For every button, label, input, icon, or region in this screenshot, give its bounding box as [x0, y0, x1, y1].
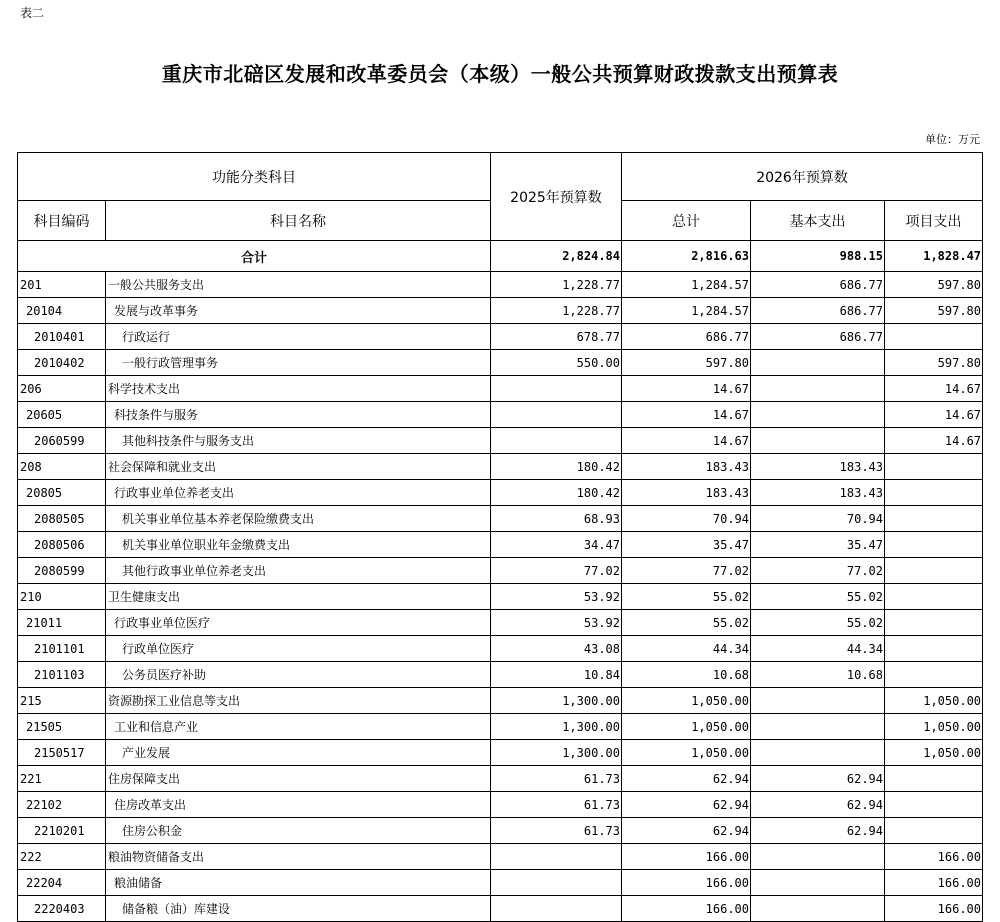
budget-2025-cell — [491, 402, 622, 428]
total-label: 合计 — [18, 241, 491, 272]
budget-2025-cell: 61.73 — [491, 818, 622, 844]
project-expenditure-cell: 166.00 — [885, 896, 983, 922]
functional-category-header: 功能分类科目 — [18, 153, 491, 201]
basic-expenditure-cell — [751, 688, 885, 714]
subject-code-cell: 2210201 — [18, 818, 106, 844]
budget-2025-cell: 68.93 — [491, 506, 622, 532]
project-expenditure-header: 项目支出 — [885, 201, 983, 241]
project-expenditure-cell — [885, 610, 983, 636]
budget-2025-cell: 1,228.77 — [491, 272, 622, 298]
budget-2025-cell: 1,300.00 — [491, 740, 622, 766]
table-row — [18, 610, 983, 636]
table-row — [18, 792, 983, 818]
subject-name-header: 科目名称 — [106, 201, 491, 241]
subject-name-cell: 发展与改革事务 — [106, 298, 491, 324]
subject-code-cell: 221 — [18, 766, 106, 792]
budget-2026-total-cell: 14.67 — [622, 376, 751, 402]
table-row — [18, 740, 983, 766]
subject-code-cell: 2101103 — [18, 662, 106, 688]
project-expenditure-cell — [885, 532, 983, 558]
subject-code-cell: 201 — [18, 272, 106, 298]
subject-code-cell: 21505 — [18, 714, 106, 740]
basic-expenditure-cell: 62.94 — [751, 766, 885, 792]
table-body — [18, 241, 983, 922]
project-expenditure-cell: 14.67 — [885, 428, 983, 454]
budget-2026-total-cell: 77.02 — [622, 558, 751, 584]
table-row — [18, 688, 983, 714]
budget-2026-total-cell: 10.68 — [622, 662, 751, 688]
subject-name-cell: 粮油物资储备支出 — [106, 844, 491, 870]
subject-name-cell: 机关事业单位基本养老保险缴费支出 — [106, 506, 491, 532]
subject-code-cell: 2080506 — [18, 532, 106, 558]
basic-expenditure-cell — [751, 714, 885, 740]
budget-2026-total-cell: 70.94 — [622, 506, 751, 532]
budget-2026-total-cell: 1,284.57 — [622, 298, 751, 324]
subject-name-cell: 其他行政事业单位养老支出 — [106, 558, 491, 584]
basic-expenditure-cell — [751, 428, 885, 454]
table-row — [18, 272, 983, 298]
budget-2025-cell — [491, 844, 622, 870]
subject-name-cell: 工业和信息产业 — [106, 714, 491, 740]
subject-name-cell: 产业发展 — [106, 740, 491, 766]
budget-2026-total-cell: 35.47 — [622, 532, 751, 558]
budget-2025-cell: 1,228.77 — [491, 298, 622, 324]
budget-2026-total-cell: 62.94 — [622, 766, 751, 792]
basic-expenditure-cell — [751, 402, 885, 428]
project-expenditure-cell: 597.80 — [885, 298, 983, 324]
budget-2025-header: 2025年预算数 — [491, 153, 622, 241]
table-row — [18, 454, 983, 480]
budget-2025-cell: 77.02 — [491, 558, 622, 584]
table-row — [18, 636, 983, 662]
basic-expenditure-cell: 10.68 — [751, 662, 885, 688]
budget-2026-total-cell: 55.02 — [622, 610, 751, 636]
subject-code-header: 科目编码 — [18, 201, 106, 241]
project-expenditure-cell: 166.00 — [885, 870, 983, 896]
subject-name-cell: 储备粮（油）库建设 — [106, 896, 491, 922]
table-row — [18, 298, 983, 324]
project-expenditure-cell — [885, 584, 983, 610]
budget-2025-cell: 10.84 — [491, 662, 622, 688]
basic-expenditure-cell: 62.94 — [751, 792, 885, 818]
subject-name-cell: 公务员医疗补助 — [106, 662, 491, 688]
budget-2026-total-cell: 183.43 — [622, 454, 751, 480]
table-row — [18, 558, 983, 584]
budget-2026-total-cell: 1,284.57 — [622, 272, 751, 298]
budget-2026-total-cell: 597.80 — [622, 350, 751, 376]
table-row — [18, 376, 983, 402]
subject-name-cell: 住房保障支出 — [106, 766, 491, 792]
budget-2025-cell: 53.92 — [491, 584, 622, 610]
basic-expenditure-cell: 77.02 — [751, 558, 885, 584]
project-expenditure-cell — [885, 792, 983, 818]
budget-2026-total-cell: 62.94 — [622, 792, 751, 818]
basic-expenditure-cell — [751, 844, 885, 870]
subject-code-cell: 2220403 — [18, 896, 106, 922]
subject-name-cell: 其他科技条件与服务支出 — [106, 428, 491, 454]
subject-name-cell: 住房公积金 — [106, 818, 491, 844]
subject-name-cell: 粮油储备 — [106, 870, 491, 896]
table-row — [18, 662, 983, 688]
project-expenditure-cell — [885, 766, 983, 792]
budget-2026-total-cell: 1,050.00 — [622, 714, 751, 740]
budget-2026-total-cell: 166.00 — [622, 870, 751, 896]
subject-name-cell: 科技条件与服务 — [106, 402, 491, 428]
project-expenditure-cell — [885, 506, 983, 532]
subject-code-cell: 20104 — [18, 298, 106, 324]
project-expenditure-cell: 1,050.00 — [885, 740, 983, 766]
project-expenditure-cell: 14.67 — [885, 402, 983, 428]
table-row — [18, 818, 983, 844]
subject-code-cell: 208 — [18, 454, 106, 480]
project-expenditure-cell — [885, 818, 983, 844]
subject-name-cell: 一般公共服务支出 — [106, 272, 491, 298]
basic-expenditure-cell — [751, 376, 885, 402]
basic-expenditure-cell: 686.77 — [751, 298, 885, 324]
table-row — [18, 350, 983, 376]
budget-2025-cell — [491, 870, 622, 896]
project-expenditure-cell: 597.80 — [885, 272, 983, 298]
page-title: 重庆市北碚区发展和改革委员会（本级）一般公共预算财政拨款支出预算表 — [161, 62, 839, 86]
subject-code-cell: 2101101 — [18, 636, 106, 662]
subject-code-cell: 20805 — [18, 480, 106, 506]
budget-2026-total-cell: 14.67 — [622, 402, 751, 428]
basic-expenditure-cell: 55.02 — [751, 584, 885, 610]
table-row — [18, 532, 983, 558]
project-expenditure-cell — [885, 558, 983, 584]
basic-expenditure-header: 基本支出 — [751, 201, 885, 241]
budget-2025-cell: 550.00 — [491, 350, 622, 376]
subject-code-cell: 2010402 — [18, 350, 106, 376]
basic-expenditure-cell — [751, 740, 885, 766]
project-expenditure-cell: 597.80 — [885, 350, 983, 376]
project-expenditure-cell — [885, 324, 983, 350]
budget-2025-cell: 61.73 — [491, 766, 622, 792]
subject-name-cell: 住房改革支出 — [106, 792, 491, 818]
project-expenditure-cell — [885, 480, 983, 506]
table-row — [18, 402, 983, 428]
project-expenditure-cell — [885, 662, 983, 688]
basic-expenditure-cell: 62.94 — [751, 818, 885, 844]
subject-name-cell: 行政事业单位医疗 — [106, 610, 491, 636]
unit-label: 单位：万元 — [925, 133, 980, 146]
subject-code-cell: 2080599 — [18, 558, 106, 584]
budget-2025-cell: 180.42 — [491, 480, 622, 506]
subject-code-cell: 2060599 — [18, 428, 106, 454]
project-expenditure-cell: 1,050.00 — [885, 688, 983, 714]
budget-2026-total-cell: 166.00 — [622, 896, 751, 922]
table-row — [18, 480, 983, 506]
table-row — [18, 714, 983, 740]
budget-2025-cell — [491, 376, 622, 402]
budget-2026-total-cell: 55.02 — [622, 584, 751, 610]
total-project: 1,828.47 — [885, 241, 983, 272]
budget-2025-cell: 34.47 — [491, 532, 622, 558]
basic-expenditure-cell: 686.77 — [751, 324, 885, 350]
budget-2025-cell — [491, 428, 622, 454]
table-number-tag: 表二 — [20, 6, 45, 20]
subject-name-cell: 机关事业单位职业年金缴费支出 — [106, 532, 491, 558]
basic-expenditure-cell — [751, 870, 885, 896]
budget-2026-total-cell: 686.77 — [622, 324, 751, 350]
budget-2026-header: 2026年预算数 — [622, 153, 983, 201]
subject-name-cell: 行政事业单位养老支出 — [106, 480, 491, 506]
total-budget-2026-total: 2,816.63 — [622, 241, 751, 272]
table-row — [18, 870, 983, 896]
basic-expenditure-cell: 35.47 — [751, 532, 885, 558]
subject-code-cell: 215 — [18, 688, 106, 714]
subject-code-cell: 22204 — [18, 870, 106, 896]
budget-2026-total-cell: 183.43 — [622, 480, 751, 506]
table-row — [18, 584, 983, 610]
budget-2025-cell: 678.77 — [491, 324, 622, 350]
budget-2025-cell: 61.73 — [491, 792, 622, 818]
project-expenditure-cell — [885, 636, 983, 662]
subject-code-cell: 20605 — [18, 402, 106, 428]
budget-2026-total-cell: 1,050.00 — [622, 740, 751, 766]
budget-2025-cell: 1,300.00 — [491, 714, 622, 740]
budget-2026-total-cell: 166.00 — [622, 844, 751, 870]
subject-name-cell: 卫生健康支出 — [106, 584, 491, 610]
basic-expenditure-cell: 70.94 — [751, 506, 885, 532]
table-row — [18, 766, 983, 792]
budget-2026-total-cell: 62.94 — [622, 818, 751, 844]
project-expenditure-cell: 1,050.00 — [885, 714, 983, 740]
budget-table — [17, 152, 983, 922]
project-expenditure-cell — [885, 454, 983, 480]
subject-name-cell: 行政单位医疗 — [106, 636, 491, 662]
basic-expenditure-cell: 183.43 — [751, 480, 885, 506]
budget-2025-cell: 180.42 — [491, 454, 622, 480]
subject-name-cell: 一般行政管理事务 — [106, 350, 491, 376]
basic-expenditure-cell: 686.77 — [751, 272, 885, 298]
subject-code-cell: 206 — [18, 376, 106, 402]
subject-name-cell: 社会保障和就业支出 — [106, 454, 491, 480]
total-header: 总计 — [622, 201, 751, 241]
table-row — [18, 428, 983, 454]
basic-expenditure-cell: 44.34 — [751, 636, 885, 662]
table-row — [18, 324, 983, 350]
subject-name-cell: 科学技术支出 — [106, 376, 491, 402]
budget-2025-cell: 1,300.00 — [491, 688, 622, 714]
subject-code-cell: 21011 — [18, 610, 106, 636]
budget-2026-total-cell: 14.67 — [622, 428, 751, 454]
subject-name-cell: 行政运行 — [106, 324, 491, 350]
total-basic: 988.15 — [751, 241, 885, 272]
table-row — [18, 844, 983, 870]
total-budget-2025: 2,824.84 — [491, 241, 622, 272]
basic-expenditure-cell: 183.43 — [751, 454, 885, 480]
basic-expenditure-cell — [751, 350, 885, 376]
budget-2026-total-cell: 1,050.00 — [622, 688, 751, 714]
budget-2025-cell: 43.08 — [491, 636, 622, 662]
subject-code-cell: 2080505 — [18, 506, 106, 532]
total-row — [18, 241, 983, 272]
project-expenditure-cell: 166.00 — [885, 844, 983, 870]
budget-2025-cell: 53.92 — [491, 610, 622, 636]
table-row — [18, 506, 983, 532]
subject-code-cell: 2010401 — [18, 324, 106, 350]
subject-code-cell: 2150517 — [18, 740, 106, 766]
budget-2026-total-cell: 44.34 — [622, 636, 751, 662]
subject-code-cell: 22102 — [18, 792, 106, 818]
subject-code-cell: 210 — [18, 584, 106, 610]
subject-code-cell: 222 — [18, 844, 106, 870]
subject-name-cell: 资源勘探工业信息等支出 — [106, 688, 491, 714]
basic-expenditure-cell: 55.02 — [751, 610, 885, 636]
project-expenditure-cell: 14.67 — [885, 376, 983, 402]
